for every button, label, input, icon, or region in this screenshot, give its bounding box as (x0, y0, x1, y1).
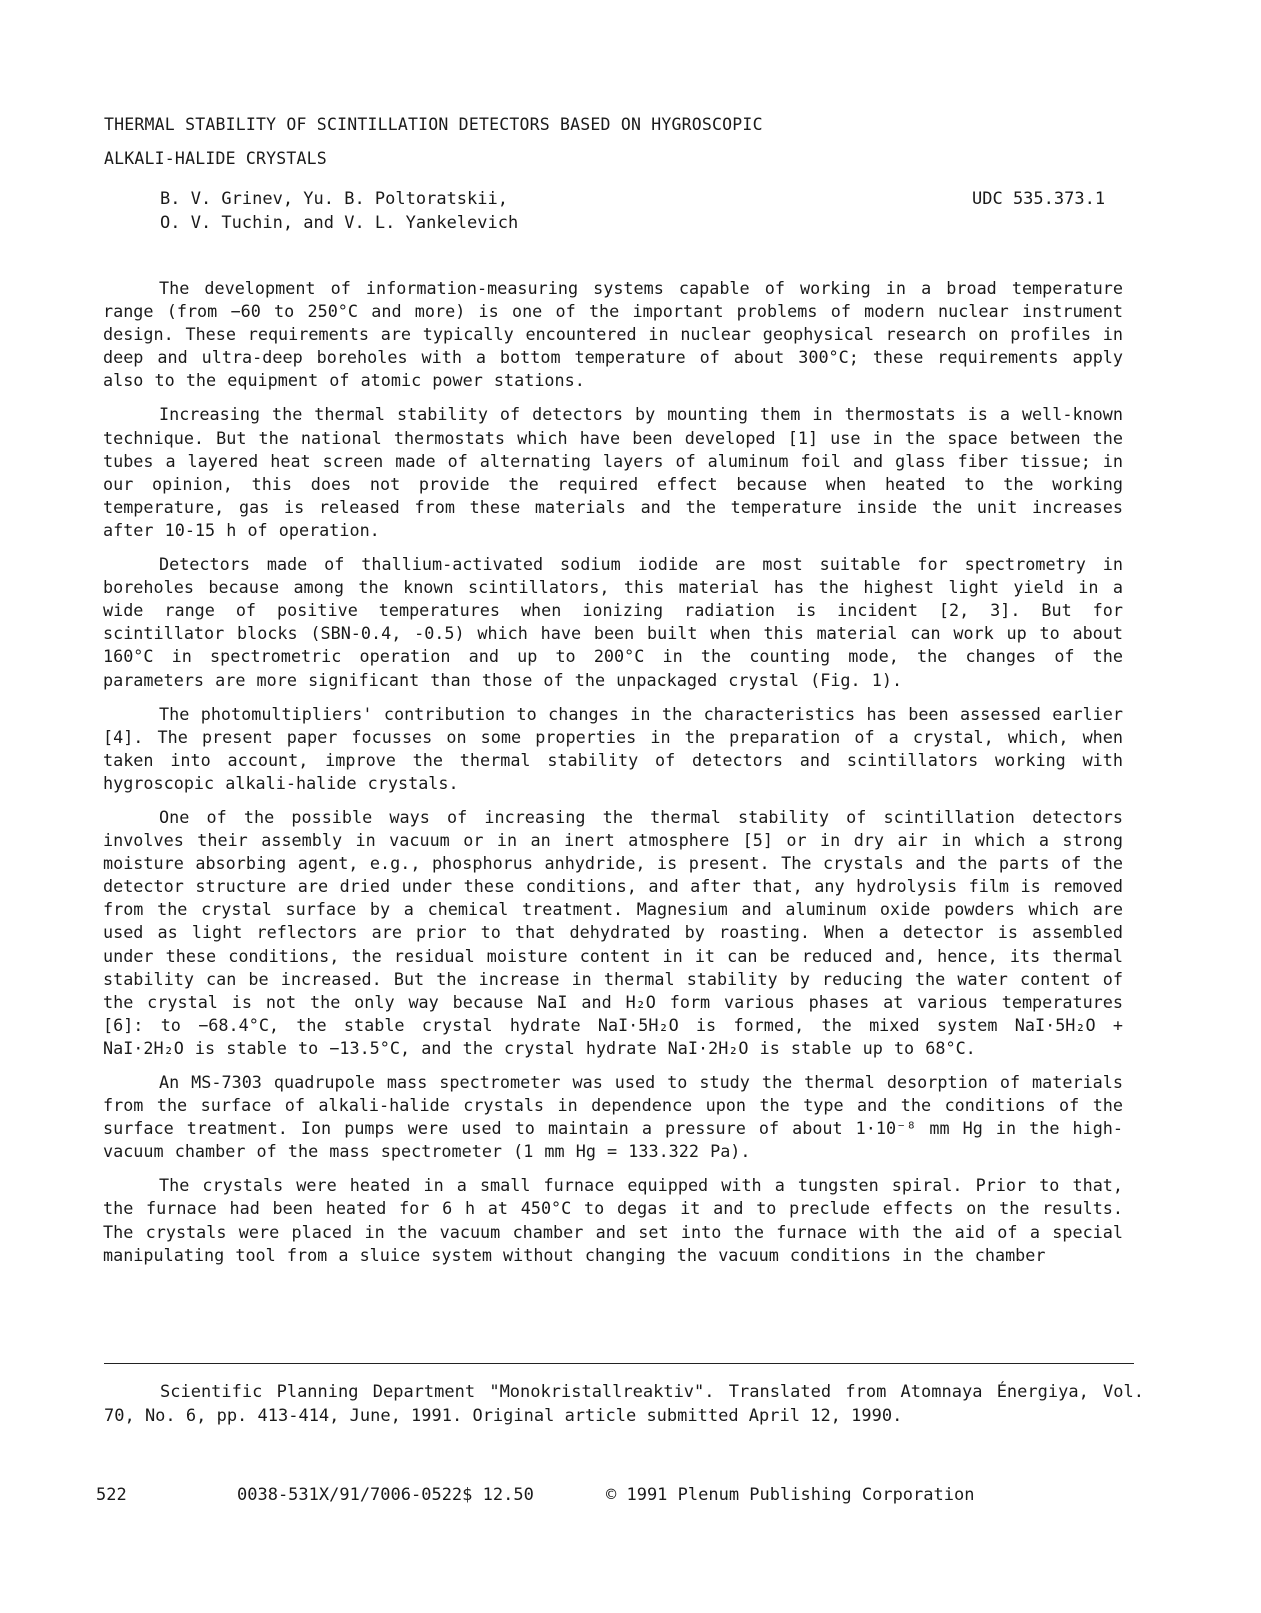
copyright-notice: © 1991 Plenum Publishing Corporation (606, 1485, 975, 1505)
title-line-1: THERMAL STABILITY OF SCINTILLATION DETECTORS BASED ON HYGROSCOPIC (104, 115, 763, 134)
paragraph: Increasing the thermal stability of detectors by mounting them in thermostats is a well-known technique. But the national thermostats which have been developed [1] use in the space between the tubes a layered heat screen made of alternating layers of aluminum foil and glass fiber tissue; in our opinion, this does not provide the required effect because when heated to the working temperature, gas is released from these materials and the temperature inside the unit increases after 10-15 h of operation. (103, 404, 1123, 540)
udc-code: UDC 535.373.1 (972, 189, 1106, 209)
page-number: 522 (96, 1485, 127, 1505)
paragraph: The photomultipliers' contribution to changes in the characteristics has been assessed earlier [4]. The present paper focusses on some properties in the preparation of a crystal, which, when taken into account, improve the thermal stability of detectors and scintillators working with hygroscopic alkali-halide crystals. (103, 703, 1123, 793)
paragraph: The development of information-measuring systems capable of working in a broad temperature range (from −60 to 250°C and more) is one of the important problems of modern nuclear instrument design. These requirements are typically encountered in nuclear geophysical research on profiles in deep and ultra-deep boreholes with a bottom temperature of about 300°C; these requirements apply also to the equipment of atomic power stations. (103, 278, 1123, 391)
paragraph: An MS-7303 quadrupole mass spectrometer was used to study the thermal desorption of materials from the surface of alkali-halide crystals in dependence upon the type and the conditions of the surface treatment. Ion pumps were used to maintain a pressure of about 1·10⁻⁸ mm Hg in the high-vacuum chamber of the mass spectrometer (1 mm Hg = 133.322 Pa). (103, 1072, 1123, 1162)
authors-line-2: O. V. Tuchin, and V. L. Yankelevich (160, 213, 519, 233)
article-title (104, 108, 763, 176)
paragraph: One of the possible ways of increasing the thermal stability of scintillation detectors involves their assembly in vacuum or in an inert atmosphere [5] or in dry air in which a strong moisture absorbing agent, e.g., phosphorus anhydride, is present. The crystals and the parts of the detector structure are dried under these conditions, and after that, any hydrolysis film is removed from the crystal surface by a chemical treatment. Magnesium and aluminum oxide powders which are used as light reflectors are prior to that dehydrated by roasting. When a detector is assembled under these conditions, the residual moisture content in it can be reduced and, hence, its thermal stability can be increased. But the increase in thermal stability by reducing the water content of the crystal is not the only way because NaI and H₂O form various phases at various temperatures [6]: to −68.4°C, the stable crystal hydrate NaI·5H₂O is formed, the mixed system NaI·5H₂O + NaI·2H₂O is stable to −13.5°C, and the crystal hydrate NaI·2H₂O is stable up to 68°C. (103, 806, 1123, 1058)
publication-code: 0038-531X/91/7006-0522$ 12.50 (237, 1485, 534, 1505)
footnote-divider (104, 1363, 1134, 1364)
author-list (160, 187, 518, 235)
paragraph: Detectors made of thallium-activated sodium iodide are most suitable for spectrometry in boreholes because among the known scintillators, this material has the highest light yield in a wide range of positive temperatures when ionizing radiation is incident [2, 3]. But for scintillator blocks (SBN-0.4, -0.5) which have been built when this material can work up to about 160°C in spectrometric operation and up to 200°C in the counting mode, the changes of the parameters are more significant than those of the unpackaged crystal (Fig. 1). (103, 554, 1123, 690)
footnote: Scientific Planning Department "Monokristallreaktiv". Translated from Atomnaya Énergiya, Vol. 70, No. 6, pp. 413-414, June, 1991. Original article submitted April 12, 1990. (104, 1382, 1144, 1426)
article-body (103, 277, 1123, 1278)
title-line-2: ALKALI-HALIDE CRYSTALS (104, 149, 327, 168)
paragraph: The crystals were heated in a small furnace equipped with a tungsten spiral. Prior to that, the furnace had been heated for 6 h at 450°C to degas it and to preclude effects on the results. The crystals were placed in the vacuum chamber and set into the furnace with the aid of a special manipulating tool from a sluice system without changing the vacuum conditions in the chamber (103, 1175, 1123, 1265)
authors-line-1: B. V. Grinev, Yu. B. Poltoratskii, (160, 189, 508, 209)
